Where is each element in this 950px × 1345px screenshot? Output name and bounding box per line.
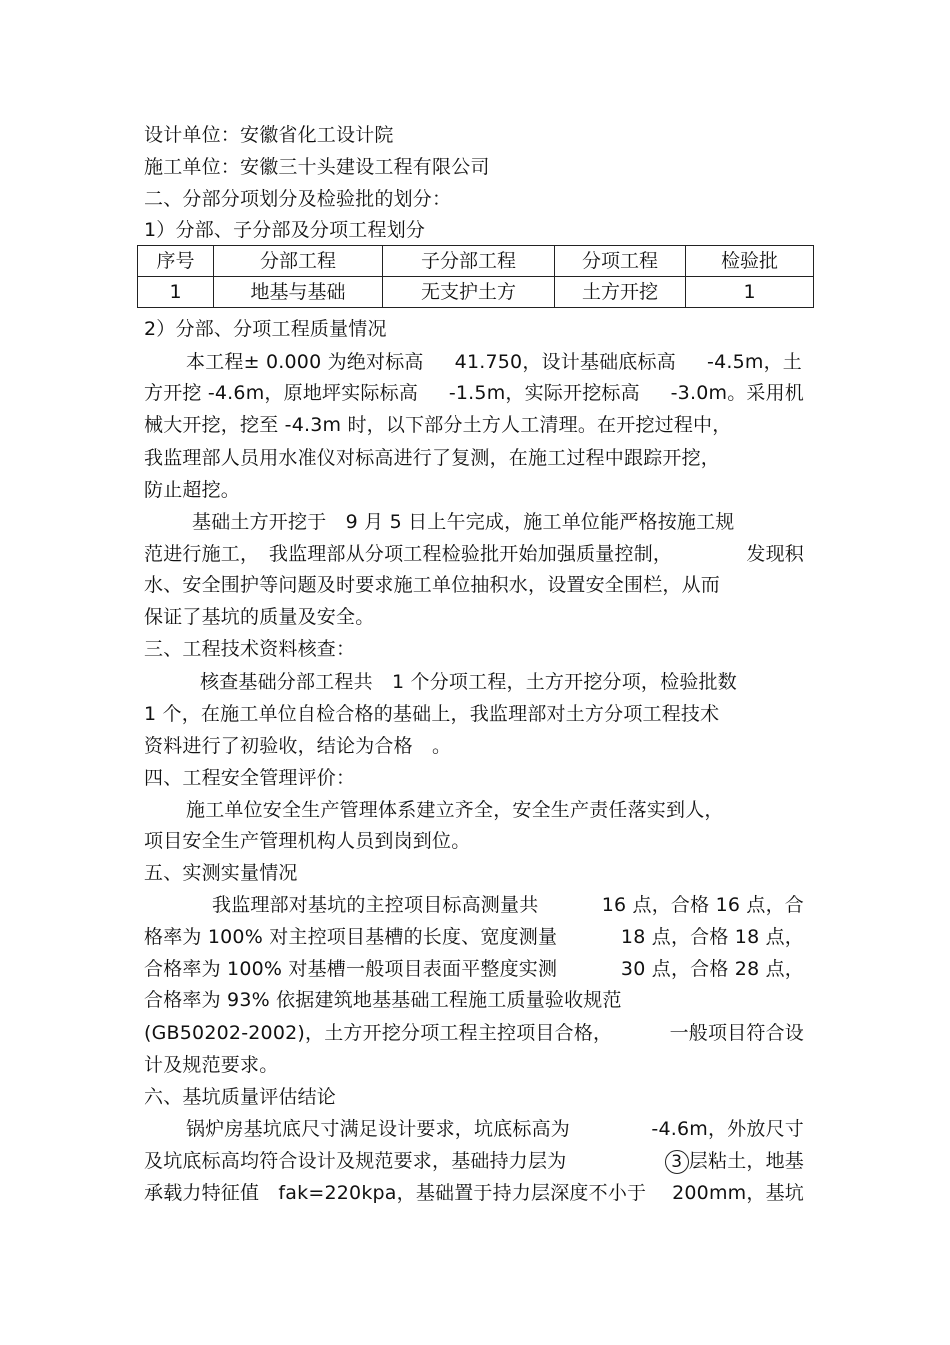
- paragraph-line: 合格率为 100% 对基槽一般项目表面平整度实测 30 点，合格 28 点，: [144, 958, 804, 980]
- table-cell: 1: [686, 277, 814, 308]
- table-header-row: [138, 246, 814, 277]
- table-cell: 土方开挖: [555, 277, 686, 308]
- subsection-2-title: 2）分部、分项工程质量情况: [144, 318, 387, 340]
- section-6-title: 六、基坑质量评估结论: [144, 1086, 337, 1108]
- paragraph-line: 我监理部人员用水准仪对标高进行了复测，在施工过程中跟踪开挖，: [144, 447, 721, 469]
- paragraph-line: 合格率为 93% 依据建筑地基基础工程施工质量验收规范: [144, 989, 622, 1011]
- construction-unit-line: 施工单位：安徽三十头建设工程有限公司: [144, 156, 490, 178]
- paragraph-line: (GB50202-2002)，土方开挖分项工程主控项目合格， 一般项目符合设: [144, 1022, 804, 1044]
- section-3-title: 三、工程技术资料核查：: [144, 638, 356, 660]
- paragraph-line: 项目安全生产管理机构人员到岗到位。: [144, 830, 471, 852]
- design-unit-line: 设计单位：安徽省化工设计院: [144, 124, 394, 146]
- table-row: [138, 277, 814, 308]
- paragraph-line: 施工单位安全生产管理体系建立齐全，安全生产责任落实到人，: [186, 799, 724, 821]
- paragraph-line: 我监理部对基坑的主控项目标高测量共 16 点，合格 16 点，合: [212, 894, 804, 916]
- paragraph-line: 械大开挖，挖至 -4.3m 时，以下部分土方人工清理。在开挖过程中，: [144, 414, 732, 436]
- paragraph-line: 水、安全围护等问题及时要求施工单位抽积水，设置安全围栏，从而: [144, 574, 721, 596]
- paragraph-line: 基础土方开挖于 9 月 5 日上午完成，施工单位能严格按施工规: [192, 511, 735, 533]
- paragraph-line: 方开挖 -4.6m，原地坪实际标高 -1.5m，实际开挖标高 -3.0m。采用机: [144, 382, 804, 404]
- table-header-cell: 序号: [138, 246, 214, 277]
- section-2-title: 二、分部分项划分及检验批的划分：: [144, 188, 452, 210]
- section-5-title: 五、实测实量情况: [144, 862, 298, 884]
- paragraph-line: 资料进行了初验收，结论为合格 。: [144, 735, 452, 757]
- table-header-cell: 分部工程: [214, 246, 383, 277]
- table-cell: 地基与基础: [214, 277, 383, 308]
- paragraph-line: 保证了基坑的质量及安全。: [144, 606, 375, 628]
- paragraph-line: 锅炉房基坑底尺寸满足设计要求，坑底标高为 -4.6m，外放尺寸: [186, 1118, 804, 1140]
- division-table: [137, 245, 814, 308]
- section-4-title: 四、工程安全管理评价：: [144, 767, 356, 789]
- paragraph-line: 范进行施工， 我监理部从分项工程检验批开始加强质量控制， 发现积: [144, 543, 804, 565]
- paragraph-line: 本工程± 0.000 为绝对标高 41.750，设计基础底标高 -4.5m，土: [186, 351, 802, 373]
- paragraph-line: 格率为 100% 对主控项目基槽的长度、宽度测量 18 点，合格 18 点，: [144, 926, 804, 948]
- table-header-cell: 子分部工程: [383, 246, 555, 277]
- table-header-cell: 检验批: [686, 246, 814, 277]
- paragraph-line: 核查基础分部工程共 1 个分项工程，土方开挖分项，检验批数: [200, 671, 737, 693]
- paragraph-line: 1 个，在施工单位自检合格的基础上，我监理部对土方分项工程技术: [144, 703, 720, 725]
- table-header-cell: 分项工程: [555, 246, 686, 277]
- paragraph-line: 防止超挖。: [144, 479, 241, 501]
- paragraph-line: 计及规范要求。: [144, 1054, 279, 1076]
- subsection-1-title: 1）分部、子分部及分项工程划分: [144, 219, 426, 241]
- paragraph-line: 及坑底标高均符合设计及规范要求，基础持力层为 3 层粘土，地基: [144, 1150, 804, 1173]
- paragraph-line: 承载力特征值 fak=220kpa，基础置于持力层深度不小于 200mm，基坑: [144, 1182, 804, 1204]
- table-cell: 1: [138, 277, 214, 308]
- circled-number: 3: [665, 1150, 689, 1174]
- table-cell: 无支护土方: [383, 277, 555, 308]
